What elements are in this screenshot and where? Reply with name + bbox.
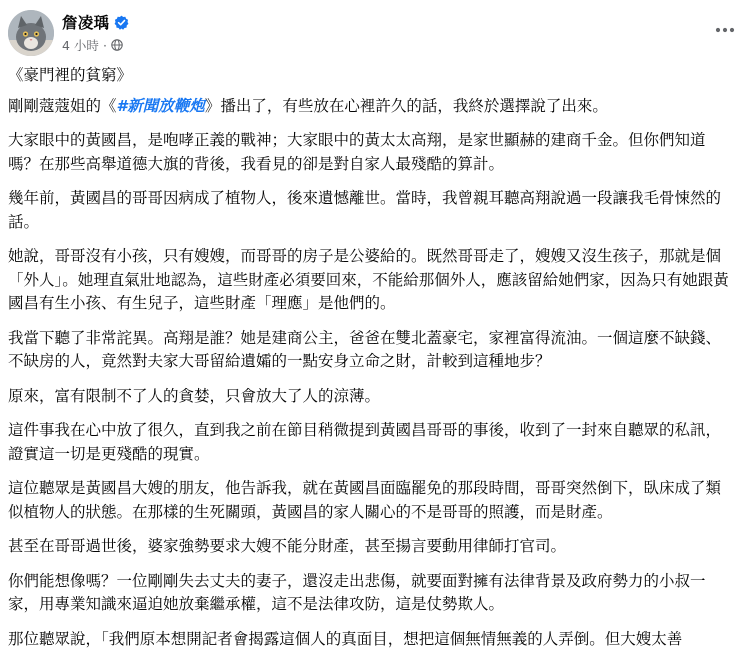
hashtag-link[interactable]: #新聞放鞭炮 (116, 96, 205, 115)
paragraph-1-lead: 剛剛蔻蔻姐的《 (8, 96, 117, 115)
author-name[interactable]: 詹凌瑀 (62, 14, 110, 32)
post-paragraph-9: 甚至在哥哥過世後，婆家強勢要求大嫂不能分財產，甚至揚言要動用律師打官司。 (8, 537, 567, 555)
cat-avatar-icon (8, 10, 54, 56)
post-meta (62, 36, 123, 54)
globe-icon[interactable] (111, 39, 123, 51)
post-paragraph-7: 這件事我在心中放了很久，直到我之前在節目稍微提到黃國昌哥哥的事後，收到了一封來自聽眾的私訊，證實這一切是更殘酷的現實。 (8, 421, 722, 463)
author-line (62, 11, 129, 33)
post-header (8, 6, 742, 62)
post-paragraph-1 (8, 95, 734, 119)
paragraph-1-tail: 》播出了，有些放在心裡許久的話，我終於選擇說了出來。 (204, 96, 608, 115)
verified-badge-icon (114, 15, 129, 30)
post-paragraph-11: 那位聽眾說，「我們原本想開記者會揭露這個人的真面目，想把這個無情無義的人弄倒。但大嫂太善 (8, 629, 683, 648)
post-paragraph-6: 原來，富有限制不了人的貪婪，只會放大了人的涼薄。 (8, 386, 381, 405)
post-paragraph-5: 我當下聽了非常詫異。高翔是誰？她是建商公主，爸爸在雙北蓋豪宅，家裡富得流油。一個這麼不缺錢、不缺房的人，竟然對夫家大哥留給遺孀的一點安身立命之財，計較到這種地步？ (8, 328, 722, 370)
author-avatar[interactable] (8, 10, 54, 56)
more-options-icon (715, 27, 735, 33)
more-options-button[interactable] (710, 20, 740, 40)
post-paragraph-4: 她說，哥哥沒有小孩，只有嫂嫂，而哥哥的房子是公婆給的。既然哥哥走了，嫂嫂又沒生孩子，那就是個「外人」。她理直氣壯地認為，這些財產必須要回來，不能給那個外人，應該留給她們家，因為只有她跟黃國昌有生小孩、有生兒子，這些財產「理應」是他們的。 (8, 247, 729, 312)
post-paragraph-10: 你們能想像嗎？一位剛剛失去丈夫的妻子，還沒走出悲傷，就要面對擁有法律背景及政府勢力的小叔一家，用專業知識來逼迫她放棄繼承權，這不是法律攻防，這是仗勢欺人。 (8, 571, 706, 613)
post-paragraph-2: 大家眼中的黃國昌，是咆哮正義的戰神；大家眼中的黃太太高翔，是家世顯赫的建商千金。但你們知道嗎？在那些高舉道德大旗的背後，我看見的卻是對自家人最殘酷的算計。 (8, 131, 706, 173)
post-body (8, 64, 734, 662)
post-paragraph-3: 幾年前，黃國昌的哥哥因病成了植物人，後來遺憾離世。當時，我曾親耳聽高翔說過一段讓我毛骨悚然的話。 (8, 189, 722, 231)
post-paragraph-8: 這位聽眾是黃國昌大嫂的朋友，他告訴我，就在黃國昌面臨罷免的那段時間，哥哥突然倒下，臥床成了類似植物人的狀態。在那樣的生死關頭，黃國昌的家人關心的不是哥哥的照護，而是財產。 (8, 479, 722, 521)
post-time[interactable]: 4 小時 (62, 38, 99, 53)
meta-separator: · (102, 37, 107, 53)
post-title: 《豪門裡的貧窮》 (8, 66, 133, 84)
